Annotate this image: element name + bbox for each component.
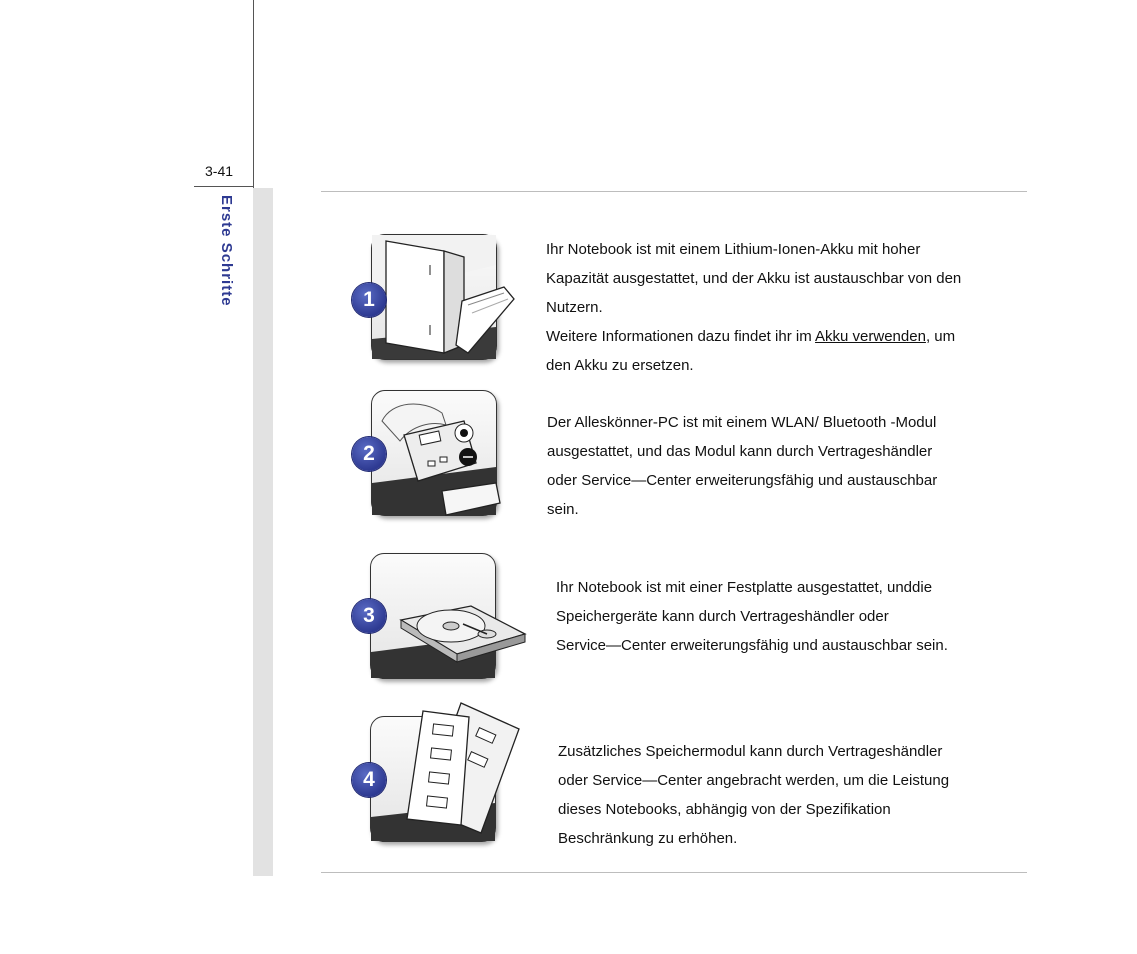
- page-number-rule: [194, 186, 253, 187]
- text-line: Ihr Notebook ist mit einem Lithium-Ionen-Akku mit hoher: [546, 241, 921, 258]
- memory-module-description: [558, 737, 949, 853]
- text-line: ausgestattet, und das Modul kann durch Vertrageshändler: [547, 443, 933, 460]
- chapter-sidebar: [253, 188, 273, 876]
- text-segment: Weitere Informationen dazu findet ihr im: [546, 328, 816, 345]
- step-badge-2: 2: [352, 437, 386, 471]
- wlan-module-icon: [372, 391, 496, 515]
- text-line: Speichergeräte kann durch Vertrageshändler oder: [556, 608, 889, 625]
- text-line: Ihr Notebook ist mit einer Festplatte ausgestattet, unddie: [556, 579, 933, 596]
- battery-description: [546, 235, 961, 380]
- top-rule: [321, 191, 1027, 192]
- akku-verwenden-link[interactable]: Akku verwenden: [815, 328, 926, 345]
- text-line: Kapazität ausgestattet, und der Akku ist austauschbar von den: [546, 270, 962, 287]
- text-line: Beschränkung zu erhöhen.: [558, 830, 738, 847]
- text-line: [546, 322, 961, 351]
- text-line: oder Service—Center erweiterungsfähig und austauschbar: [547, 472, 938, 489]
- wlan-module-description: [547, 408, 937, 524]
- text-line: sein.: [547, 501, 579, 518]
- step-badge-3: 3: [352, 599, 386, 633]
- hard-disk-illustration: [363, 553, 496, 679]
- hard-disk-description: [556, 573, 948, 660]
- memory-module-icon: [371, 717, 495, 841]
- bottom-rule: [321, 872, 1027, 873]
- text-line: Nutzern.: [546, 299, 603, 316]
- step-badge-4: 4: [352, 763, 386, 797]
- text-line: oder Service—Center angebracht werden, um die Leistung: [558, 772, 950, 789]
- wlan-module-illustration: [363, 390, 497, 516]
- text-line: Service—Center erweiterungsfähig und austauschbar sein.: [556, 637, 948, 654]
- battery-illustration: [363, 234, 497, 360]
- hard-disk-icon: [371, 554, 495, 678]
- step-badge-1: 1: [352, 283, 386, 317]
- memory-module-illustration: [363, 716, 496, 842]
- text-segment: , um: [925, 328, 956, 345]
- text-line: dieses Notebooks, abhängig von der Spezifikation: [558, 801, 891, 818]
- battery-icon: [372, 235, 496, 359]
- chapter-title: Erste Schritte: [218, 195, 235, 307]
- text-line: den Akku zu ersetzen.: [546, 357, 694, 374]
- text-line: Der Alleskönner-PC ist mit einem WLAN/ Bluetooth -Modul: [547, 414, 937, 431]
- page-number: 3-41: [205, 163, 234, 179]
- text-line: Zusätzliches Speichermodul kann durch Vertrageshändler: [558, 743, 943, 760]
